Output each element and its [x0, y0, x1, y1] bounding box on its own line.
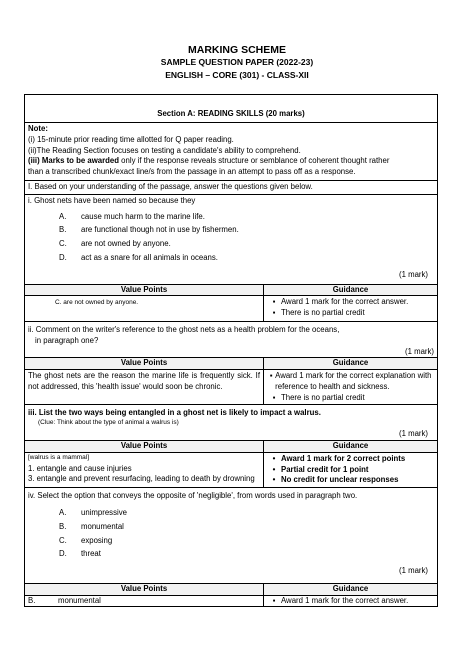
bullet-icon: ▪ [269, 371, 273, 381]
q1-mark: (1 mark) [398, 269, 428, 279]
q4-options [28, 508, 434, 560]
q4-option-d: D. threat [59, 549, 101, 559]
bullet-icon: ▪ [272, 308, 276, 318]
doc-subtitle: SAMPLE QUESTION PAPER (2022-23) [160, 57, 314, 67]
q3-guidance-3: • No credit for unclear responses [267, 475, 434, 486]
q4-guidance [263, 596, 437, 607]
q2-block [25, 322, 437, 358]
bullet-icon: ▪ [272, 297, 276, 307]
q1-value-point: C. are not owned by anyone. [55, 299, 139, 307]
q2-table-body [25, 370, 437, 404]
q3-guidance-2: • Partial credit for 1 point [267, 465, 434, 476]
q4-value-point [25, 596, 263, 607]
q4-table-header [25, 584, 437, 596]
note-l3-prefix: (iii) [28, 156, 40, 166]
note-line-4: than a transcribed chunk/exact line/s from the passage in an attempt to pass off as a response. [28, 167, 356, 177]
q1-vp-header: Value Points [120, 284, 168, 294]
q2-guidance-2: ▪ There is no partial credit [267, 393, 434, 404]
q2-mark: (1 mark) [404, 346, 434, 356]
q2-question-line-2: in paragraph one? [35, 335, 99, 345]
q4-mark: (1 mark) [398, 566, 428, 576]
q3-clue: (Clue: Think about the type of animal a walrus is) [38, 419, 179, 427]
q3-value-points [25, 453, 263, 487]
q1-option-b: B. are functional though not in use by fishermen. [59, 225, 239, 235]
bullet-icon: • [272, 464, 276, 474]
q3-question: iii. List the two ways being entangled in a ghost net is likely to impact a walrus. [28, 407, 321, 417]
q3-guidance [263, 453, 437, 487]
q1-guidance-1: ▪ Award 1 mark for the correct answer. [267, 297, 434, 308]
bullet-icon: • [272, 475, 276, 485]
note-l3-bold: Marks to be awarded [41, 156, 120, 166]
bullet-icon: • [272, 453, 276, 463]
q1-guidance-header: Guidance [263, 285, 437, 296]
q1-table-header [25, 285, 437, 297]
q3-table-body [25, 453, 437, 488]
q2-value-point: The ghost nets are the reason the marine life is frequently sick. If not addressed, this 'health issue' would soon be chronic. [28, 371, 260, 391]
q1-options [28, 212, 434, 264]
q3-table-header [25, 441, 437, 453]
q3-guidance-header: Guidance [263, 441, 437, 452]
q4-option-c: C. exposing [59, 535, 113, 545]
q2-guidance [263, 370, 437, 403]
q2-vp-header: Value Points [120, 358, 168, 368]
q2-guidance-header: Guidance [263, 358, 437, 369]
q4-vp-letter: B. [28, 595, 36, 605]
q2-table-header [25, 358, 437, 370]
bullet-icon: ▪ [272, 595, 276, 605]
q3-vp-2: 3. entangle and prevent resurfacing, leading to death by drowning [28, 474, 255, 484]
q3-vp-header: Value Points [120, 440, 168, 450]
q4-vp-header: Value Points [120, 583, 168, 593]
q4-guidance-header: Guidance [263, 584, 437, 595]
q2-guidance-1: ▪ Award 1 mark for the correct explanation with reference to health and sickness. [267, 371, 434, 393]
part1-intro: I. Based on your understanding of the passage, answer the questions given below. [25, 181, 437, 195]
q1-guidance [263, 296, 437, 321]
q1-option-a: A. cause much harm to the marine life. [59, 211, 205, 221]
q3-block [25, 405, 437, 441]
note-l3-rest: only if the response reveals structure or semblance of coherent thought rather [119, 156, 390, 166]
q2-question-line-1: ii. Comment on the writer's reference to the ghost nets as a health problem for the oceans, [28, 324, 340, 334]
q1-question: i. Ghost nets have been named so because they [28, 195, 196, 205]
q3-vp-note: [walrus is a mammal] [28, 453, 90, 461]
bullet-icon: ▪ [272, 392, 276, 402]
note-line-3 [28, 156, 434, 167]
q4-guidance-1: ▪ Award 1 mark for the correct answer. [267, 596, 434, 607]
note-line-2: (ii)The Reading Section focuses on testing a candidate's ability to comprehend. [28, 145, 301, 155]
q4-question: iv. Select the option that conveys the opposite of 'negligible', from words used in paragraph two. [28, 491, 358, 501]
note-line-1: (i) 15-minute prior reading time allotted for Q paper reading. [28, 134, 234, 144]
q1-table-body [25, 296, 437, 322]
note-block [25, 123, 437, 181]
q1-guidance-2: ▪ There is no partial credit [267, 308, 434, 319]
note-label: Note: [28, 124, 48, 133]
doc-course: ENGLISH – CORE (301) - CLASS-XII [165, 70, 309, 80]
marking-table [24, 94, 438, 607]
q4-table-body [25, 596, 437, 607]
section-title: Section A: READING SKILLS (20 marks) [25, 95, 437, 123]
q1-option-c: C. are not owned by anyone. [59, 239, 171, 249]
q1-block [25, 195, 437, 285]
q3-mark: (1 mark) [398, 429, 428, 439]
q1-option-d: D. act as a snare for all animals in oceans. [59, 252, 218, 262]
q3-vp-1: 1. entangle and cause injuries [28, 463, 132, 473]
q4-option-a: A. unimpressive [59, 507, 127, 517]
q3-guidance-1: • Award 1 mark for 2 correct points [267, 454, 434, 465]
q4-option-b: B. monumental [59, 521, 124, 531]
q4-vp-text: monumental [58, 595, 101, 605]
q4-block [25, 488, 437, 584]
doc-title: MARKING SCHEME [187, 44, 286, 56]
